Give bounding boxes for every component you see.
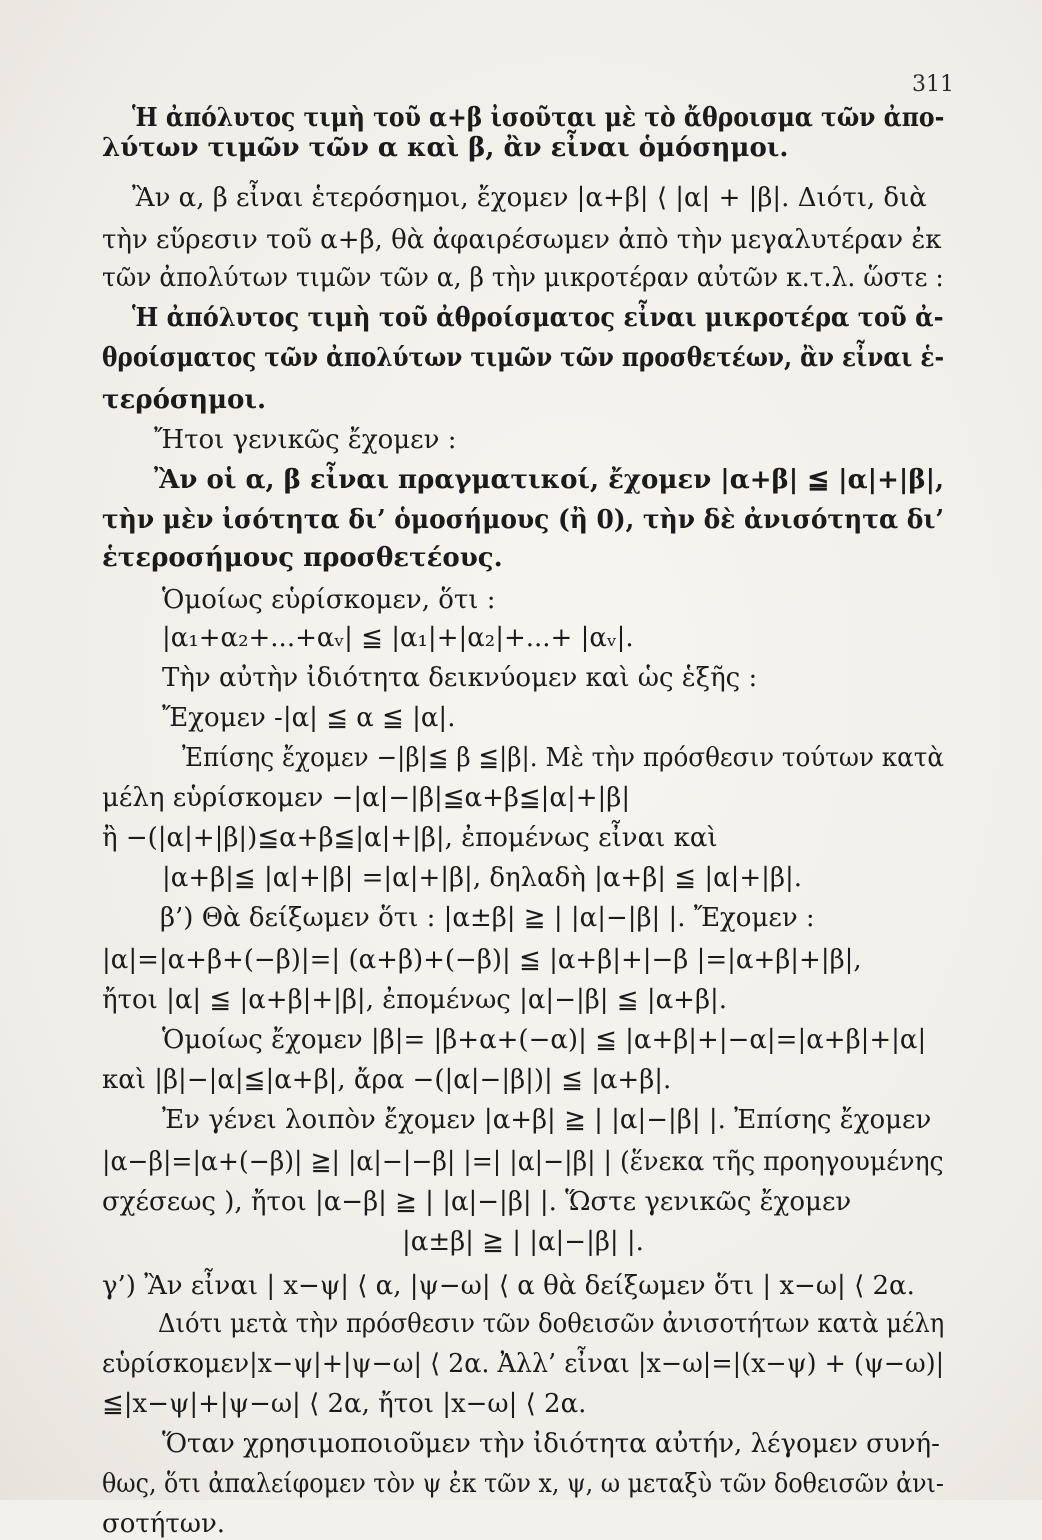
text-line: καὶ |β|−|α|≦|α+β|, ἄρα −(|α|−|β|)| ≦ |α+β|. [102, 1065, 672, 1095]
text-line: β’) Θὰ δείξωμεν ὅτι : |α±β| ≧ | |α|−|β| |. Ἔχομεν : [160, 903, 815, 933]
text-line: τὴν εὕρεσιν τοῦ α+β, θὰ ἀφαιρέσωμεν ἀπὸ τὴν μεγαλυτέραν ἐκ [102, 225, 942, 255]
text-line: Ἐν γένει λοιπὸν ἔχομεν |α+β| ≧ | |α|−|β| |. Ἐπίσης ἔχομεν [162, 1105, 932, 1135]
text-line: Ὅταν χρησιμοποιοῦμεν τὴν ἰδιότητα αὐτήν, λέγομεν συνή- [162, 1429, 940, 1459]
text-line: |α₁+α₂+...+αᵥ| ≦ |α₁|+|α₂|+...+ |αᵥ|. [162, 623, 634, 653]
text-line: |α±β| ≧ | |α|−|β| |. [402, 1227, 644, 1257]
text-line: Ἔχομεν -|α| ≦ α ≦ |α|. [162, 703, 456, 733]
text-line: Ἂν οἱ α, β εἶναι πραγματικοί, ἔχομεν |α+β| ≦ |α|+|β|, [154, 465, 945, 495]
text-line: ἤτοι |α| ≦ |α+β|+|β|, ἐπομένως |α|−|β| ≦ |α+β|. [102, 985, 728, 1015]
text-line: Ὁμοίως ἔχομεν |β|= |β+α+(−α)| ≦ |α+β|+|−α|=|α+β|+|α| [162, 1025, 927, 1055]
text-line: σχέσεως ), ἤτοι |α−β| ≧ | |α|−|β| |. Ὥστε γενικῶς ἔχομεν [102, 1187, 852, 1217]
text-line: θροίσματος τῶν ἀπολύτων τιμῶν τῶν προσθετέων, ἂν εἶναι ἑ- [102, 343, 945, 373]
text-line: Ἐπίσης ἔχομεν −|β|≦ β ≦|β|. Μὲ τὴν πρόσθεσιν τούτων κατὰ [182, 743, 944, 773]
text-line: λύτων τιμῶν τῶν α καὶ β, ἂν εἶναι ὁμόσημοι. [102, 133, 789, 163]
text-line: τὴν μὲν ἰσότητα δι’ ὁμοσήμους (ἢ 0), τὴν δὲ ἀνισότητα δι’ [102, 505, 945, 535]
text-line: |α+β|≦ |α|+|β| =|α|+|β|, δηλαδὴ |α+β| ≦ |α|+|β|. [162, 863, 802, 893]
text-line: Ὁμοίως εὑρίσκομεν, ὅτι : [162, 585, 496, 615]
text-line: ἢ −(|α|+|β|)≦α+β≦|α|+|β|, ἐπομένως εἶναι καὶ [102, 823, 718, 853]
text-line: Τὴν αὐτὴν ἰδιότητα δεικνύομεν καὶ ὡς ἑξῆς : [162, 663, 758, 693]
text-line: |α|=|α+β+(−β)|=| (α+β)+(−β)| ≦ |α+β|+|−β |=|α+β|+|β|, [102, 945, 862, 975]
text-line: σοτήτων. [102, 1509, 226, 1539]
text-line: ≦|x−ψ|+|ψ−ω| ⟨ 2α, ἤτοι |x−ω| ⟨ 2α. [102, 1389, 587, 1419]
text-line: εὑρίσκομεν|x−ψ|+|ψ−ω| ⟨ 2α. Ἀλλ’ εἶναι |x−ω|=|(x−ψ) + (ψ−ω)| [102, 1349, 945, 1379]
text-line: τερόσημοι. [102, 385, 267, 415]
text-line: ἑτεροσήμους προσθετέους. [102, 543, 503, 573]
text-line: μέλη εὑρίσκομεν −|α|−|β|≦α+β≦|α|+|β| [102, 783, 631, 813]
text-line: Διότι μετὰ τὴν πρόσθεσιν τῶν δοθεισῶν ἀνισοτήτων κατὰ μέλη [158, 1309, 945, 1339]
text-line: Ἂν α, β εἶναι ἑτερόσημοι, ἔχομεν |α+β| ⟨ |α| + |β|. Διότι, διὰ [132, 183, 927, 213]
text-line: Ἡ ἀπόλυτος τιμὴ τοῦ α+β ἰσοῦται μὲ τὸ ἄθροισμα τῶν ἀπο- [132, 103, 945, 133]
text-line: |α−β|=|α+(−β)| ≧| |α|−|−β| |=| |α|−|β| | (ἕνεκα τῆς προηγουμένης [102, 1147, 944, 1177]
text-line: Ἤτοι γενικῶς ἔχομεν : [154, 425, 457, 455]
text-line: θως, ὅτι ἀπαλείφομεν τὸν ψ ἐκ τῶν x, ψ, ω μεταξὺ τῶν δοθεισῶν ἀνι- [102, 1469, 944, 1499]
text-line: Ἡ ἀπόλυτος τιμὴ τοῦ ἀθροίσματος εἶναι μικροτέρα τοῦ ἀ- [132, 303, 944, 333]
page-number: 311 [912, 72, 954, 97]
text-line: τῶν ἀπολύτων τιμῶν τῶν α, β τὴν μικροτέραν αὐτῶν κ.τ.λ. ὥστε : [102, 263, 944, 293]
text-line: γ’) Ἂν εἶναι | x−ψ| ⟨ α, |ψ−ω| ⟨ α θὰ δείξωμεν ὅτι | x−ω| ⟨ 2α. [102, 1271, 915, 1301]
